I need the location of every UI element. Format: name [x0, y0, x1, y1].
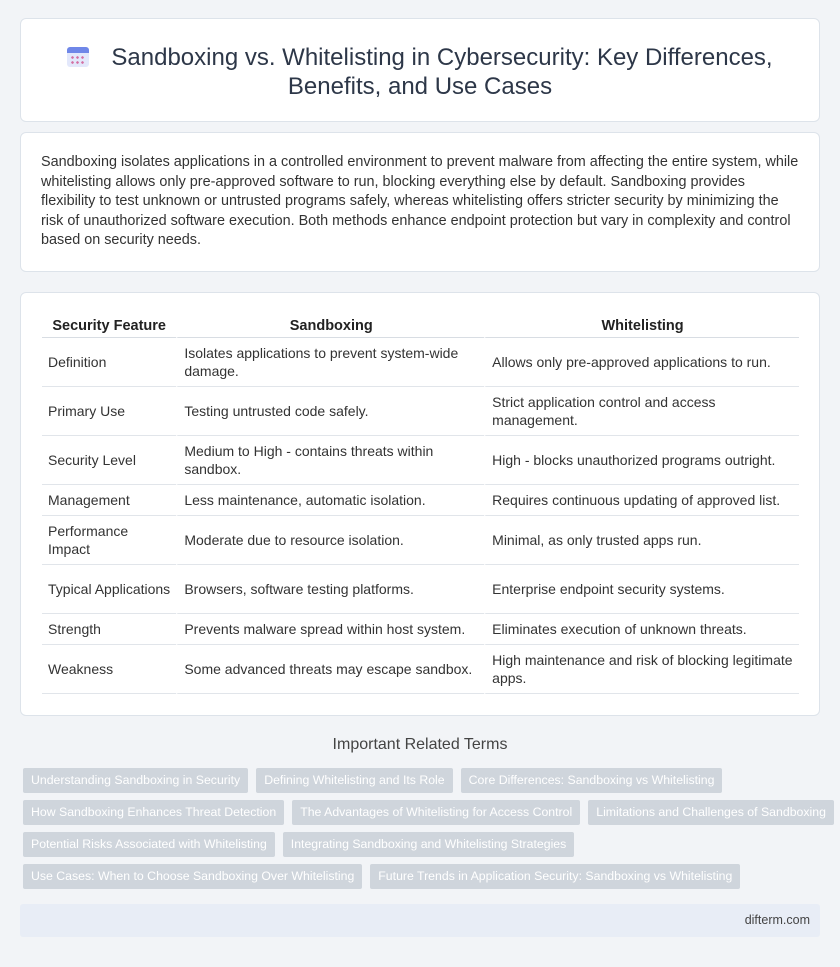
- intro-card: [20, 132, 820, 272]
- comparison-card: [20, 292, 820, 716]
- tag-row: [23, 864, 740, 889]
- feature-cell: Weakness: [42, 645, 176, 694]
- sandboxing-cell: Moderate due to resource isolation.: [176, 516, 484, 565]
- whitelisting-cell: Minimal, as only trusted apps run.: [484, 516, 799, 565]
- header-whitelisting: Whitelisting: [484, 315, 799, 338]
- table-row: [42, 516, 799, 565]
- sandboxing-cell: Testing untrusted code safely.: [176, 387, 484, 436]
- table-header-row: [42, 315, 799, 338]
- tag-row: [23, 800, 834, 825]
- whitelisting-cell: Requires continuous updating of approved list.: [484, 485, 799, 516]
- whitelisting-cell: High - blocks unauthorized programs outright.: [484, 436, 799, 485]
- sandboxing-cell: Some advanced threats may escape sandbox.: [176, 645, 484, 694]
- feature-cell: Strength: [42, 614, 176, 645]
- related-terms-heading: Important Related Terms: [332, 736, 508, 753]
- sandboxing-cell: Prevents malware spread within host system.: [176, 614, 484, 645]
- calendar-icon: [67, 45, 89, 67]
- footer: [20, 904, 820, 937]
- page-title-line-1: Sandboxing vs. Whitelisting in Cybersecurity: Key Differences,: [111, 44, 773, 71]
- related-term-tag[interactable]: The Advantages of Whitelisting for Access Control: [292, 800, 580, 825]
- sandboxing-cell: Browsers, software testing platforms.: [176, 565, 484, 614]
- related-term-tag[interactable]: Limitations and Challenges of Sandboxing: [588, 800, 834, 825]
- related-term-tag[interactable]: Defining Whitelisting and Its Role: [256, 768, 452, 793]
- feature-cell: Primary Use: [42, 387, 176, 436]
- footer-site-link[interactable]: difterm.com: [744, 913, 810, 927]
- tag-row: [23, 768, 722, 793]
- whitelisting-cell: Allows only pre-approved applications to run.: [484, 338, 799, 387]
- related-term-tag[interactable]: Core Differences: Sandboxing vs Whitelisting: [461, 768, 723, 793]
- related-term-tag[interactable]: Understanding Sandboxing in Security: [23, 768, 248, 793]
- whitelisting-cell: Enterprise endpoint security systems.: [484, 565, 799, 614]
- table-row: [42, 645, 799, 694]
- table-row: [42, 387, 799, 436]
- tag-row: [23, 832, 574, 857]
- related-term-tag[interactable]: Integrating Sandboxing and Whitelisting Strategies: [283, 832, 575, 857]
- related-term-tag[interactable]: Potential Risks Associated with Whitelisting: [23, 832, 275, 857]
- comparison-table: [42, 315, 799, 694]
- page-title-line-2: Benefits, and Use Cases: [287, 73, 553, 100]
- feature-cell: Typical Applications: [42, 565, 176, 614]
- feature-cell: Performance Impact: [42, 516, 176, 565]
- related-term-tag[interactable]: Use Cases: When to Choose Sandboxing Over Whitelisting: [23, 864, 362, 889]
- table-row: [42, 338, 799, 387]
- whitelisting-cell: High maintenance and risk of blocking legitimate apps.: [484, 645, 799, 694]
- page-title: [21, 43, 819, 101]
- table-row: [42, 565, 799, 614]
- header-sandboxing: Sandboxing: [176, 315, 484, 338]
- table-row: [42, 436, 799, 485]
- related-term-tag[interactable]: How Sandboxing Enhances Threat Detection: [23, 800, 284, 825]
- title-wrap: [21, 43, 819, 101]
- whitelisting-cell: Eliminates execution of unknown threats.: [484, 614, 799, 645]
- feature-cell: Management: [42, 485, 176, 516]
- sandboxing-cell: Isolates applications to prevent system-wide damage.: [176, 338, 484, 387]
- feature-cell: Definition: [42, 338, 176, 387]
- title-card: [20, 18, 820, 122]
- whitelisting-cell: Strict application control and access management.: [484, 387, 799, 436]
- sandboxing-cell: Medium to High - contains threats within sandbox.: [176, 436, 484, 485]
- intro-paragraph: Sandboxing isolates applications in a controlled environment to prevent malware from affecting the entire system, while whitelisting allows only pre-approved software to run, blocking everything else by default. Sandboxing provides flexibility to test unknown or untrusted programs safely, whereas whitelisting offers stricter security by minimizing the risk of unauthorized software execution. Both methods enhance endpoint protection but vary in complexity and control based on security needs.: [41, 154, 799, 248]
- related-term-tag[interactable]: Future Trends in Application Security: Sandboxing vs Whitelisting: [370, 864, 740, 889]
- table-row: [42, 614, 799, 645]
- feature-cell: Security Level: [42, 436, 176, 485]
- table-row: [42, 485, 799, 516]
- sandboxing-cell: Less maintenance, automatic isolation.: [176, 485, 484, 516]
- header-feature: Security Feature: [42, 315, 176, 338]
